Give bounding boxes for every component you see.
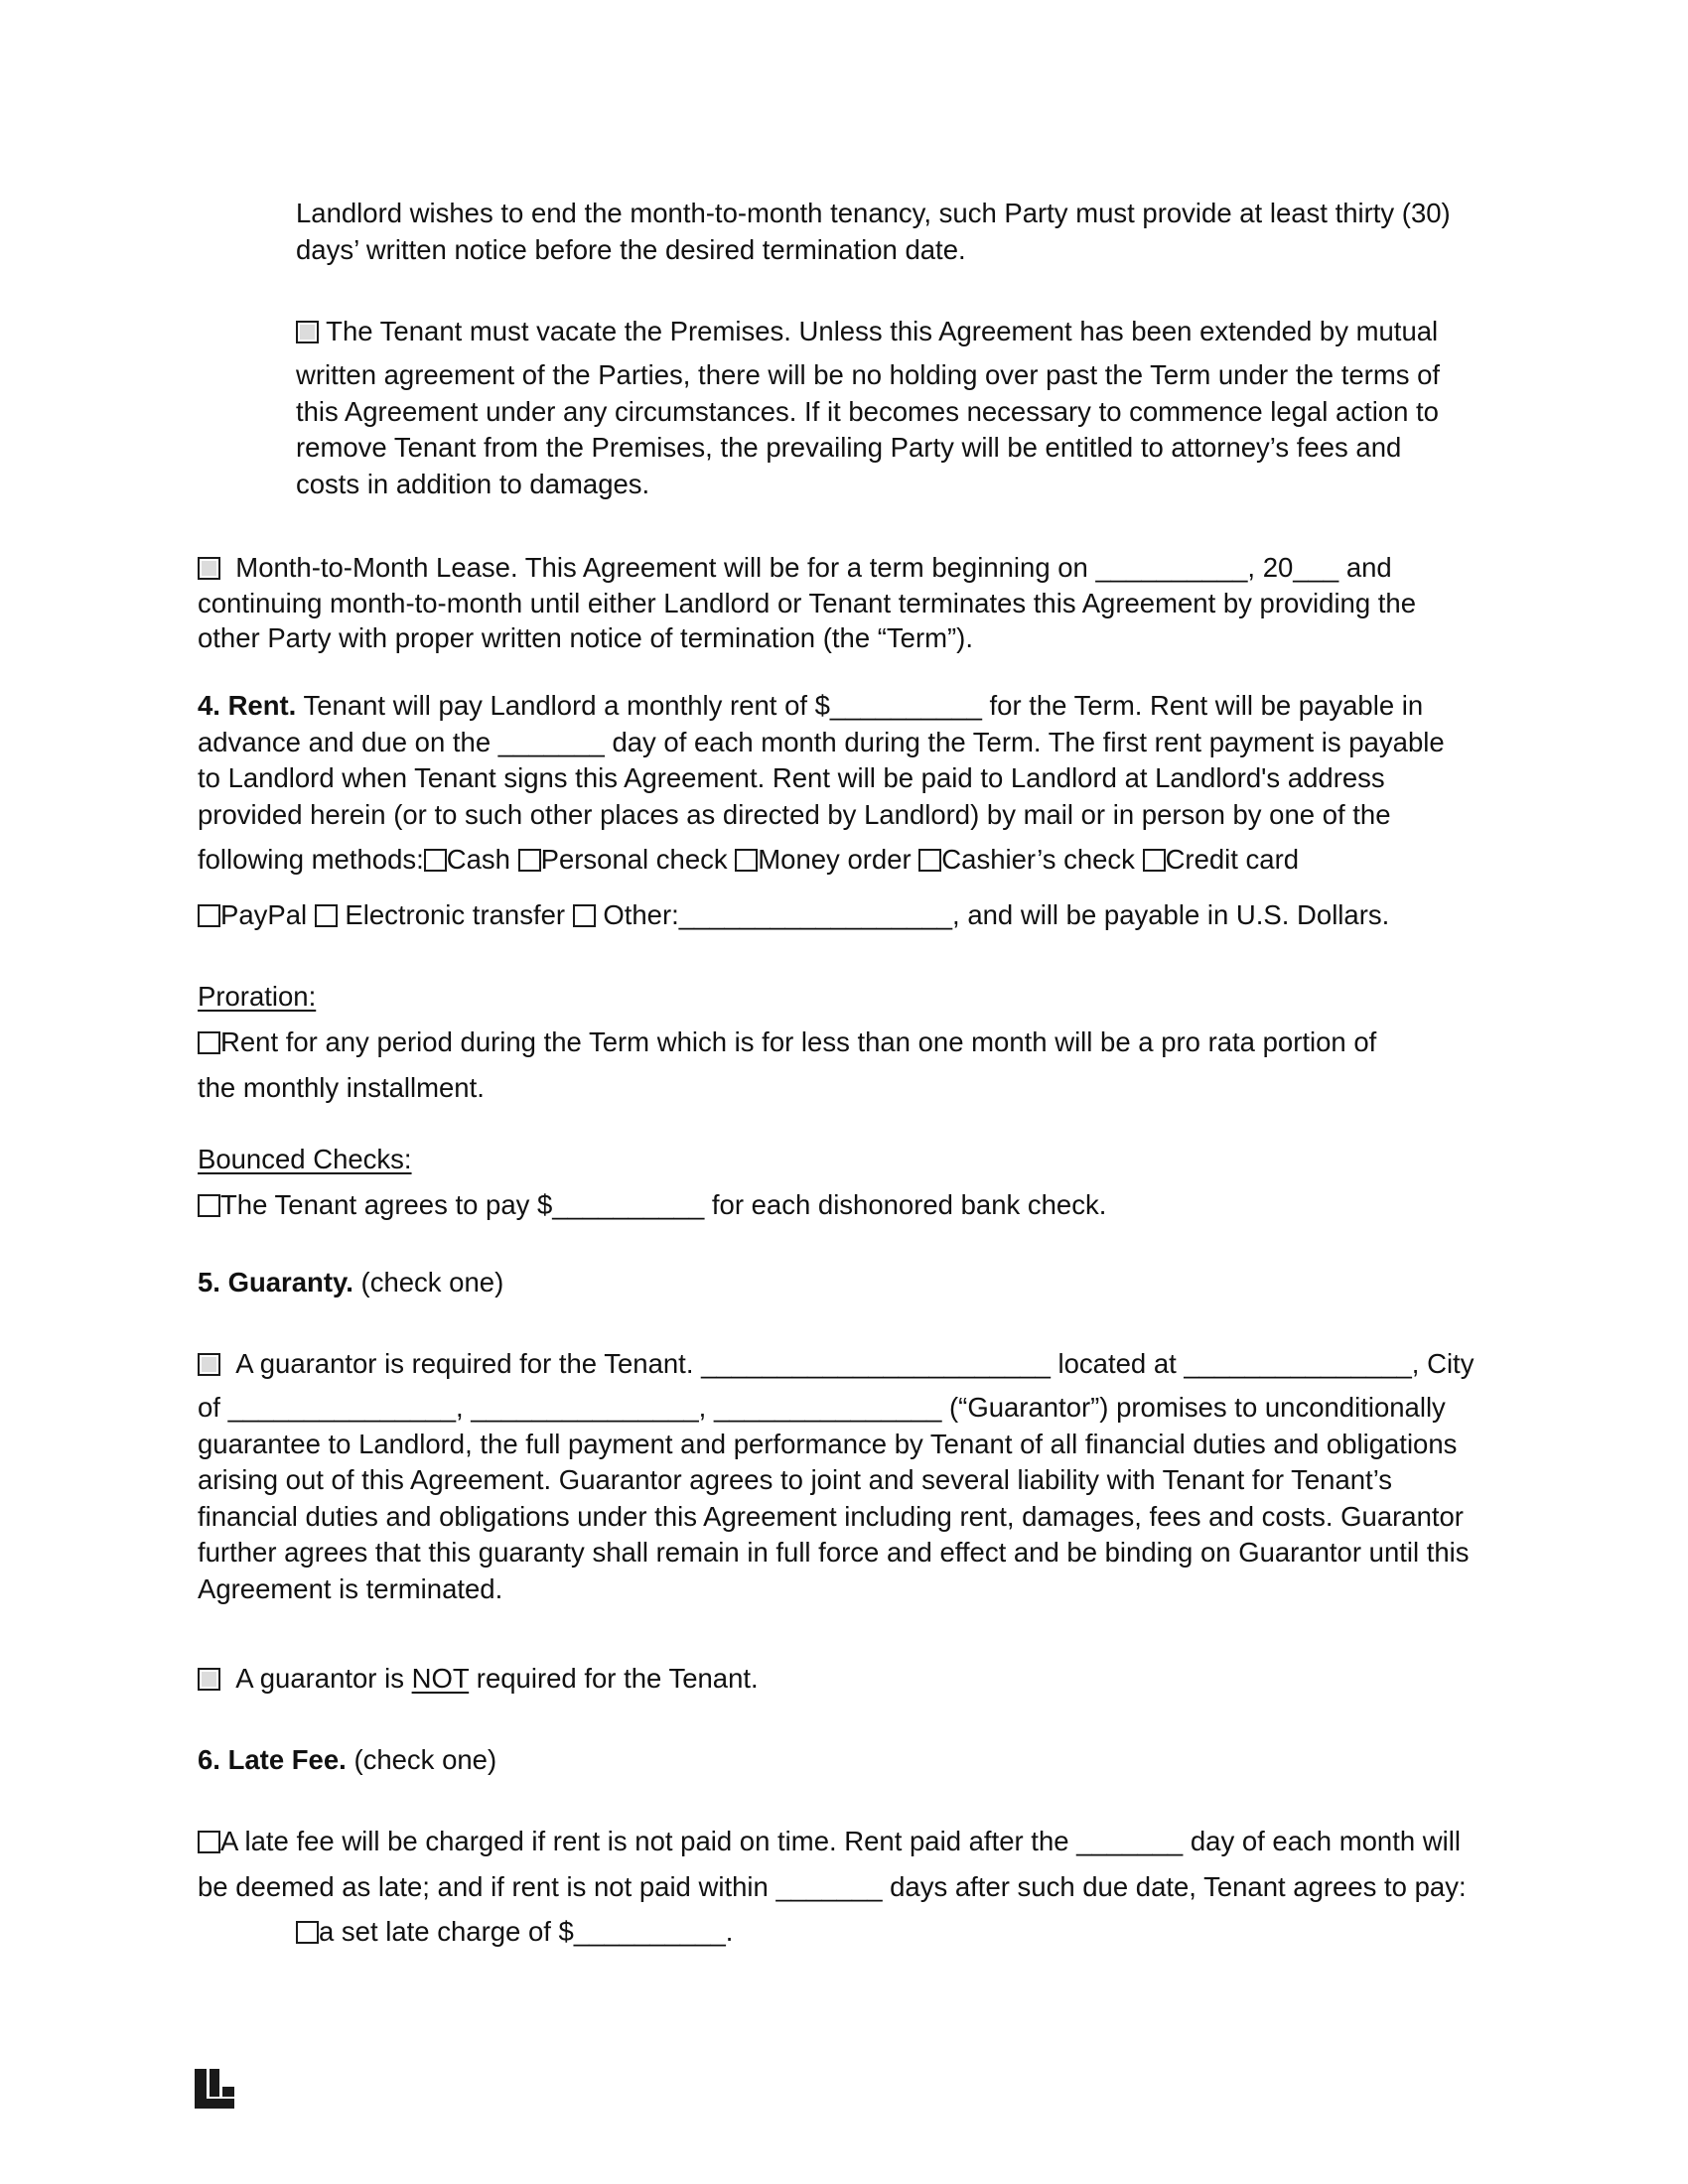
rent-section: 4. Rent. Tenant will pay Landlord a monthly rent of $__________ for the Term. Rent will be payable in advance and due on the _______ day of each month during the Term. The first rent payment is payable to Landlord when Tenant signs this Agreement. Rent will be paid to Landlord at Landlord's address provided herein (or to such other places as directed by Landlord) by mail or in person by one of the following methods: Cash Personal check Money order Cashier’s check Credit card PayPal Electronic transfer Other:__________________, and will be payable in U.S. Dollars. (198, 688, 1445, 933)
bounced-checks-section: Bounced Checks: The Tenant agrees to pay $__________ for each dishonored bank check. (198, 1144, 1107, 1220)
notice-paragraph: Landlord wishes to end the month-to-month tenancy, such Party must provide at least thirty (30) days’ written notice before the desired termination date. (296, 198, 1451, 265)
other-method-checkbox[interactable] (573, 904, 596, 927)
guarantor-required-checkbox[interactable] (198, 1353, 220, 1376)
late-fee-heading: 6. Late Fee. (198, 1744, 347, 1775)
cash-checkbox[interactable] (424, 849, 447, 872)
bounced-checks-heading: Bounced Checks: (198, 1144, 412, 1174)
proration-checkbox[interactable] (198, 1031, 220, 1054)
personal-check-checkbox[interactable] (518, 849, 541, 872)
payment-methods-row: following methods: Cash Personal check Money order Cashier’s check Credit card (198, 844, 1300, 875)
document-logo-icon (195, 2069, 234, 2109)
bounced-checks-checkbox[interactable] (198, 1194, 220, 1217)
guarantor-required-option: A guarantor is required for the Tenant. _______________________ located at _______________, City of _______________, _______________, _______________ (“Guarantor”) promises to unconditionally guarantee to Landlord, the full payment and performance by Tenant of all financial duties and obligations arising out of this Agreement. Guarantor agrees to joint and several liability with Tenant for Tenant’s financial duties and obligations under this Agreement including rent, damages, fees and costs. Guarantor further agrees that this guaranty shall remain in full force and effect and be binding on Guarantor until this Agreement is terminated. (198, 1348, 1475, 1604)
late-fee-heading-row: 6. Late Fee. (check one) (198, 1744, 497, 1775)
proration-section: Proration: Rent for any period during the Term which is for less than one month will be a pro rata portion of the monthly installment. (198, 981, 1377, 1103)
guarantor-not-required-checkbox[interactable] (198, 1668, 220, 1691)
proration-heading: Proration: (198, 981, 317, 1012)
late-fee-checkbox[interactable] (198, 1831, 220, 1853)
month-to-month-option: Month-to-Month Lease. This Agreement will be for a term beginning on __________, 20___ and continuing month-to-month until either Landlord or Tenant terminates this Agreement by providing the other Party with proper written notice of termination (the “Term”). (198, 552, 1417, 653)
credit-card-checkbox[interactable] (1143, 849, 1166, 872)
guarantor-not-required-option: A guarantor is NOT required for the Tenant. (198, 1661, 759, 1698)
payment-methods-row-2: PayPal Electronic transfer Other:__________________, and will be payable in U.S. Dollars. (198, 897, 1445, 934)
late-fee-option: A late fee will be charged if rent is not paid on time. Rent paid after the _______ day of each month will be deemed as late; and if rent is not paid within _______ days after such due date, Tenant agrees to pay: a set late charge of $__________. (198, 1826, 1467, 1947)
vacate-option: The Tenant must vacate the Premises. Unless this Agreement has been extended by mutual written agreement of the Parties, there will be no holding over past the Term under the terms of this Agreement under any circumstances. If it becomes necessary to commence legal action to remove Tenant from the Premises, the prevailing Party will be entitled to attorney’s fees and costs in addition to damages. (296, 316, 1441, 499)
month-to-month-checkbox[interactable] (198, 557, 220, 580)
electronic-transfer-checkbox[interactable] (315, 904, 338, 927)
rent-heading: 4. Rent. (198, 690, 297, 721)
guaranty-heading: 5. Guaranty. (198, 1267, 353, 1297)
set-late-charge-checkbox[interactable] (296, 1921, 319, 1944)
vacate-checkbox[interactable] (296, 321, 319, 343)
cashiers-check-checkbox[interactable] (918, 849, 941, 872)
guaranty-heading-row: 5. Guaranty. (check one) (198, 1267, 504, 1297)
paypal-checkbox[interactable] (198, 904, 220, 927)
money-order-checkbox[interactable] (735, 849, 758, 872)
